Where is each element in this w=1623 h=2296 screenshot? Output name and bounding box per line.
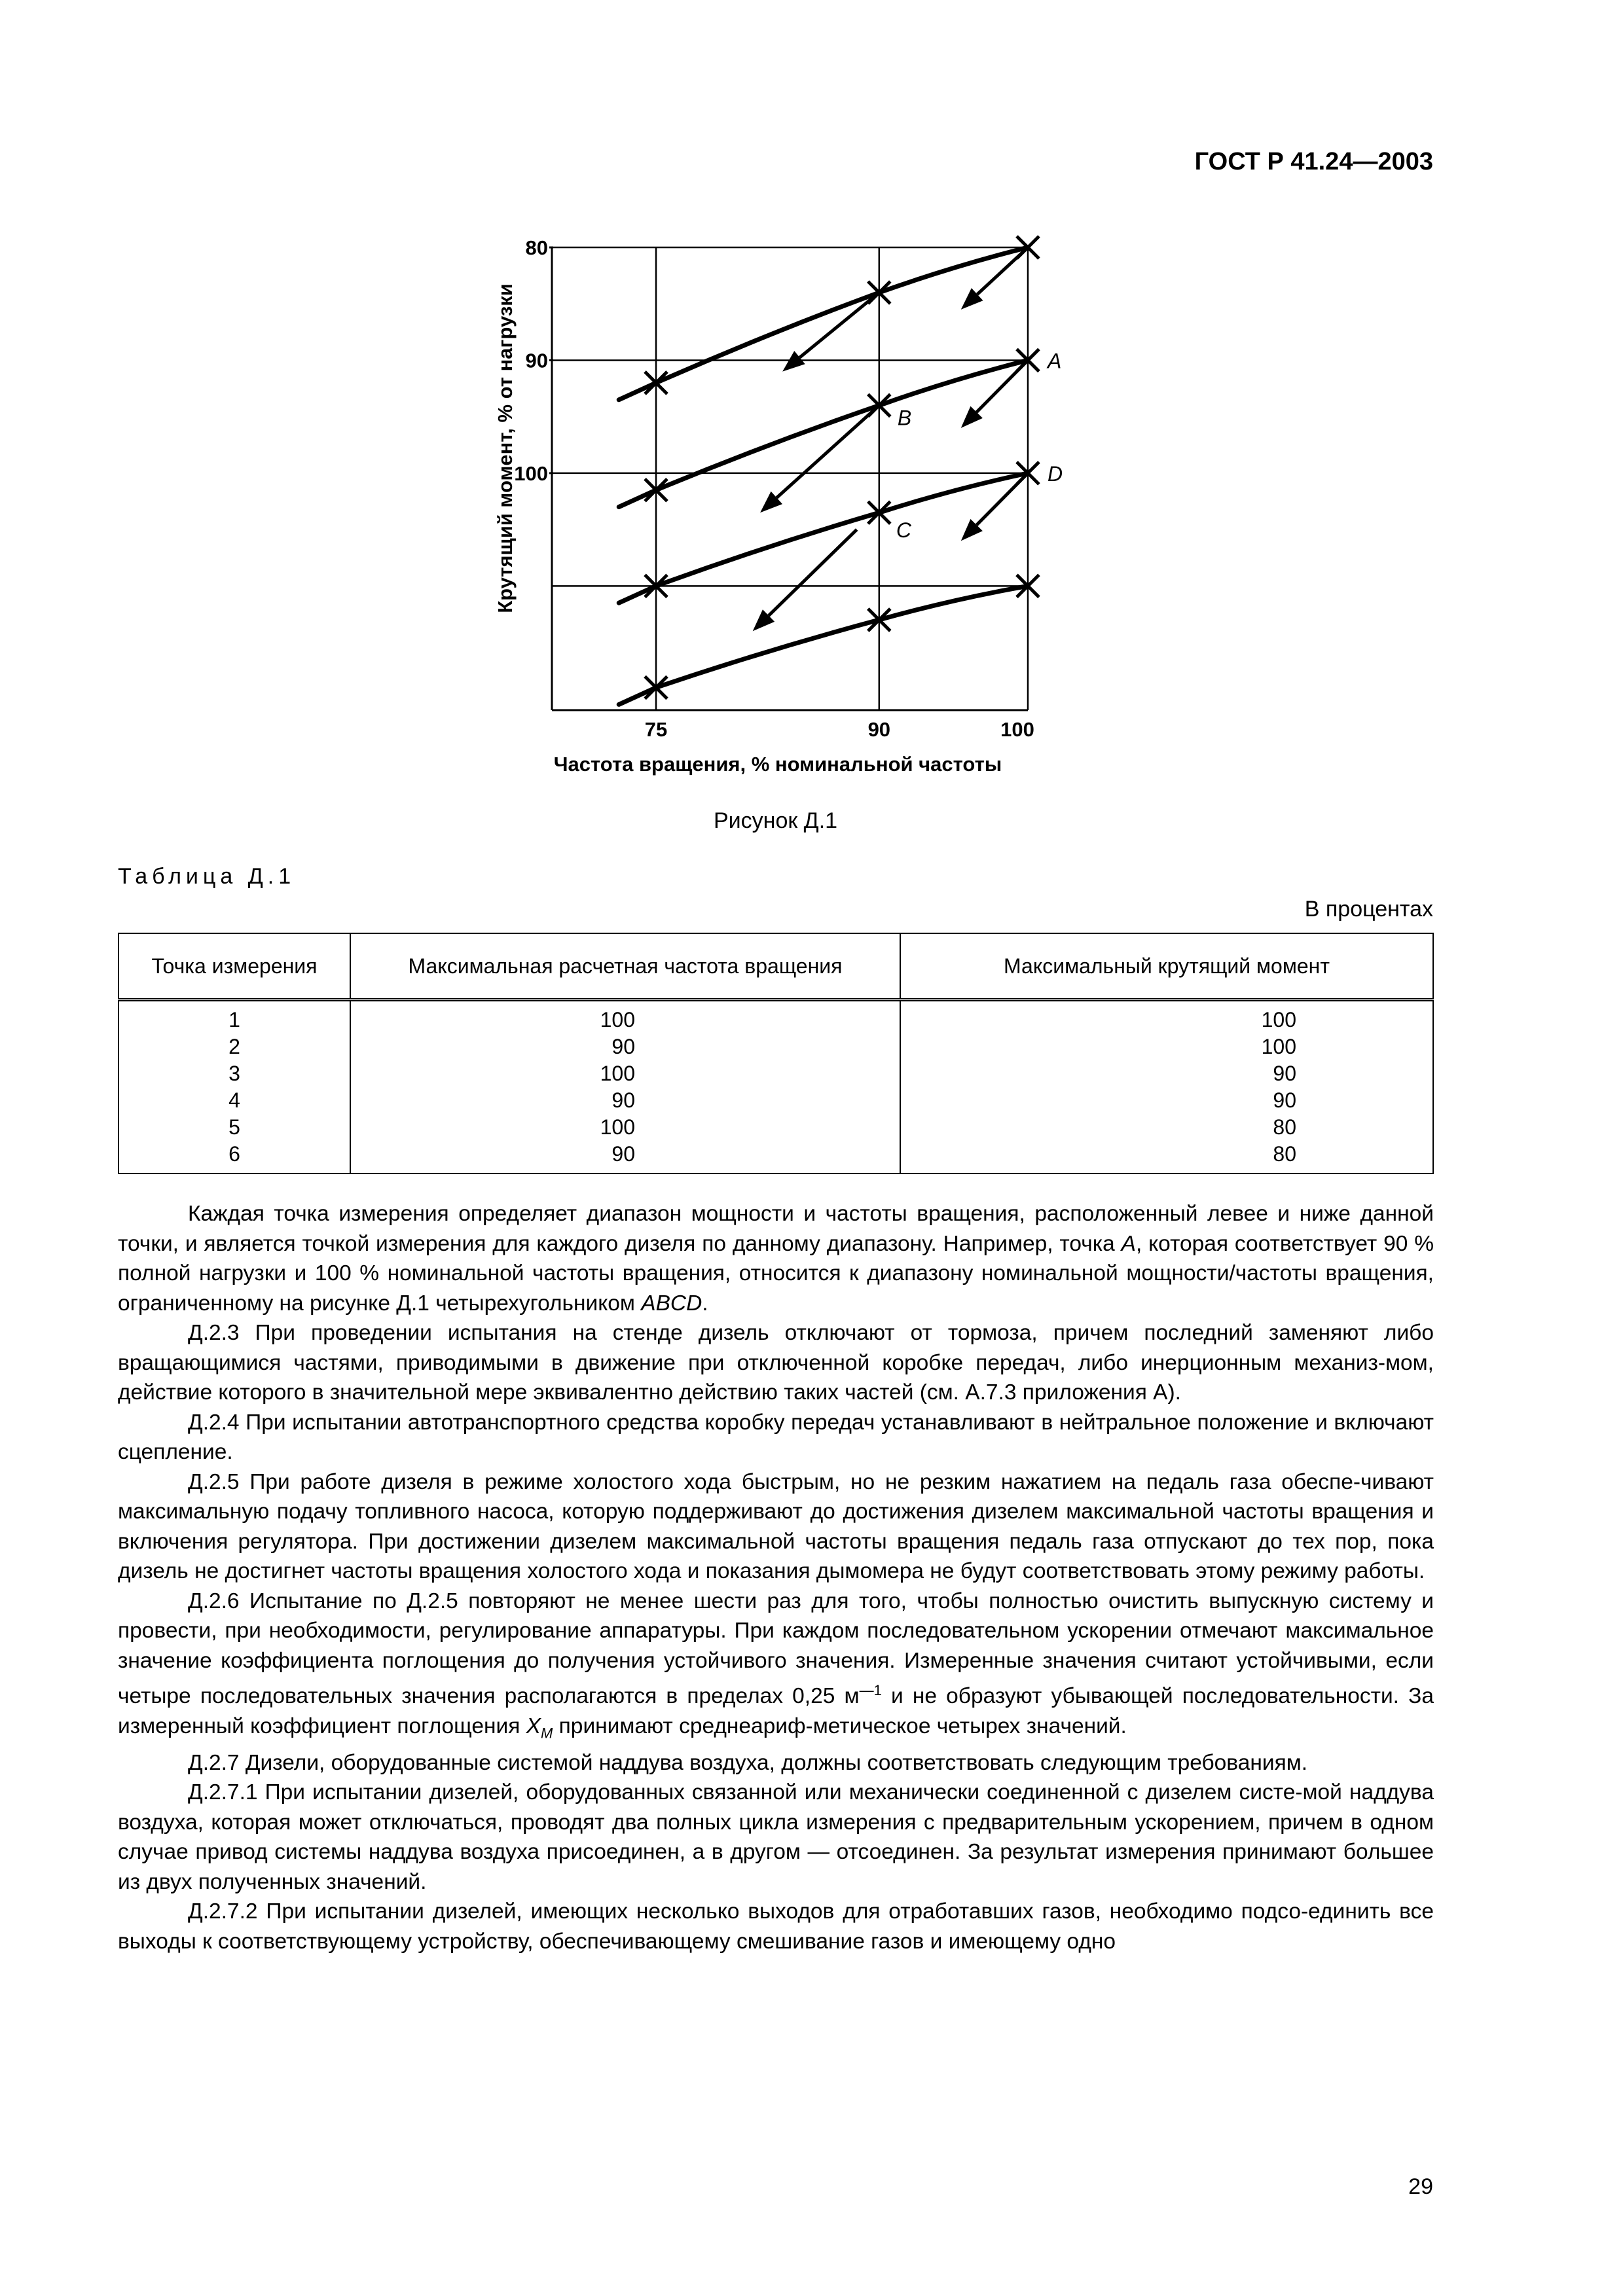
header-point: Точка измерения bbox=[119, 933, 350, 1000]
cell-speed: 100 bbox=[600, 1115, 635, 1139]
paragraph: Д.2.6 Испытание по Д.2.5 повторяют не менее шести раз для того, чтобы полностью очистить выпускную систему и провести, при необходимости, регулирование аппаратуры. При каждом последовательном ускорении отмечают максимальное значение коэффициента поглощения до получения устойчивого значения. Измеренные значения считают устойчивыми, если четыре последовательных значения располагаются в пределах 0,25 $м^{—1}$ и не образуют убывающей последовательности. За измеренный коэффициент поглощения $X_M$ принимают среднеариф-метическое четырех значений. bbox=[118, 1588, 1434, 1742]
document-number: ГОСТ Р 41.24—2003 bbox=[1194, 148, 1433, 175]
y-tick-label: 90 bbox=[525, 349, 548, 372]
paragraph: Д.2.5 При работе дизеля в режиме холостого хода быстрым, но не резким нажатием на педаль газа обеспе-чивают максимальную подачу топливного насоса, которую поддерживают до достижения дизелем максимальной частоты вращения и включения регулятора. При достижении дизелем максимальной частоты вращения педаль газа отпускают до тех пор, пока дизель не достигнет частоты вращения холостого хода и показания дымомера не будут соответствовать этому режиму работы. bbox=[118, 1469, 1434, 1583]
chart-arrows bbox=[753, 247, 1028, 631]
point-label-b: B bbox=[897, 406, 912, 430]
y-tick-label: 100 bbox=[514, 461, 548, 485]
cell-speed: 90 bbox=[611, 1088, 635, 1112]
table-units-note: В процентах bbox=[1304, 897, 1433, 922]
cell-point: 6 bbox=[228, 1142, 240, 1166]
cell-speed: 100 bbox=[600, 1008, 635, 1031]
cell-point: 5 bbox=[228, 1115, 240, 1139]
table-header-row bbox=[119, 933, 1433, 1000]
arrow-line-1 bbox=[799, 293, 879, 357]
torque-speed-chart bbox=[0, 0, 1623, 798]
table-label: Таблица Д.1 bbox=[118, 864, 296, 889]
chart-point-labels bbox=[896, 349, 1063, 542]
figure-caption: Рисунок Д.1 bbox=[714, 808, 838, 833]
table-row bbox=[119, 1114, 1433, 1141]
cell-torque: 80 bbox=[1273, 1142, 1296, 1166]
y-axis-label: Крутящий момент, % от нагрузки bbox=[494, 283, 517, 613]
paragraph: Каждая точка измерения определяет диапазон мощности и частоты вращения, расположенный левее и ниже данной точки, и является точкой измерения для каждого дизеля по данному диапазону. Например, точка А, которая соответствует 90 % полной нагрузки и 100 % номинальной частоты вращения, относится к диапазону номинальной мощности/частоты вращения, ограниченному на рисунке Д.1 четырехугольником ABCD. bbox=[118, 1202, 1434, 1316]
page-number: 29 bbox=[1408, 2174, 1433, 2199]
cell-point: 3 bbox=[228, 1062, 240, 1085]
table-row bbox=[119, 1060, 1433, 1087]
cell-torque: 90 bbox=[1273, 1088, 1296, 1112]
x-tick-label: 75 bbox=[644, 718, 668, 741]
y-tick-label: 80 bbox=[525, 236, 548, 259]
cell-speed: 90 bbox=[611, 1035, 635, 1058]
cell-torque: 90 bbox=[1273, 1062, 1296, 1085]
table-row bbox=[119, 1141, 1433, 1174]
header-max-speed: Максимальная расчетная частота вращения bbox=[350, 933, 900, 1000]
paragraph: Д.2.3 При проведении испытания на стенде дизель отключают от тормоза, причем последний заменяют либо вращающимися частями, приводимыми в движение при отключенной коробке передач, либо инерционным механиз-мом, действие которого в значительной мере эквивалентно действию таких частей (см. А.7.3 приложения А). bbox=[118, 1321, 1434, 1405]
chart-frame bbox=[552, 247, 1028, 710]
cell-point: 2 bbox=[228, 1035, 240, 1058]
cell-torque: 100 bbox=[1261, 1035, 1296, 1058]
paragraph: Д.2.7.2 При испытании дизелей, имеющих несколько выходов для отработавших газов, необходимо подсо-единить все выходы к соответствующему устройству, обеспечивающему смешивание газов и имеющему одно bbox=[118, 1899, 1434, 1954]
x-axis-label: Частота вращения, % номинальной частоты bbox=[553, 753, 1002, 776]
cell-speed: 100 bbox=[600, 1062, 635, 1085]
series-curve-2 bbox=[619, 360, 1028, 507]
cell-torque: 100 bbox=[1261, 1008, 1296, 1031]
header-max-torque: Максимальный крутящий момент bbox=[900, 933, 1433, 1000]
x-tick-label: 100 bbox=[1000, 718, 1034, 741]
body-text bbox=[118, 1199, 1434, 1956]
table-row bbox=[119, 1000, 1433, 1034]
table-row bbox=[119, 1087, 1433, 1114]
point-label-a: A bbox=[1048, 349, 1062, 373]
cell-point: 4 bbox=[228, 1088, 240, 1112]
measurement-points-table bbox=[118, 933, 1434, 1174]
chart-gridlines bbox=[552, 247, 1028, 710]
point-label-c: C bbox=[896, 518, 911, 543]
point-label-d: D bbox=[1048, 461, 1063, 486]
cell-point: 1 bbox=[228, 1008, 240, 1031]
paragraph: Д.2.4 При испытании автотранспортного средства коробку передач устанавливают в нейтральное положение и включают сцепление. bbox=[118, 1410, 1434, 1464]
series-curve-4 bbox=[619, 586, 1028, 704]
chart-curves bbox=[619, 247, 1028, 704]
cell-torque: 80 bbox=[1273, 1115, 1296, 1139]
cell-speed: 90 bbox=[611, 1142, 635, 1166]
paragraph: Д.2.7.1 При испытании дизелей, оборудованных связанной или механически соединенной с дизелем систе-мой наддува воздуха, которая может отключаться, проводят два полных цикла измерения с предварительным ускорением, причем в одном случае привод системы наддува воздуха присоединен, а в другом — отсоединен. За результат измерения принимают большее из двух полученных значений. bbox=[118, 1780, 1434, 1894]
arrow-line-3 bbox=[776, 405, 879, 497]
paragraph: Д.2.7 Дизели, оборудованные системой наддува воздуха, должны соответствовать следующим требованиям. bbox=[188, 1750, 1308, 1775]
table-row bbox=[119, 1033, 1433, 1060]
x-tick-label: 90 bbox=[867, 718, 891, 741]
